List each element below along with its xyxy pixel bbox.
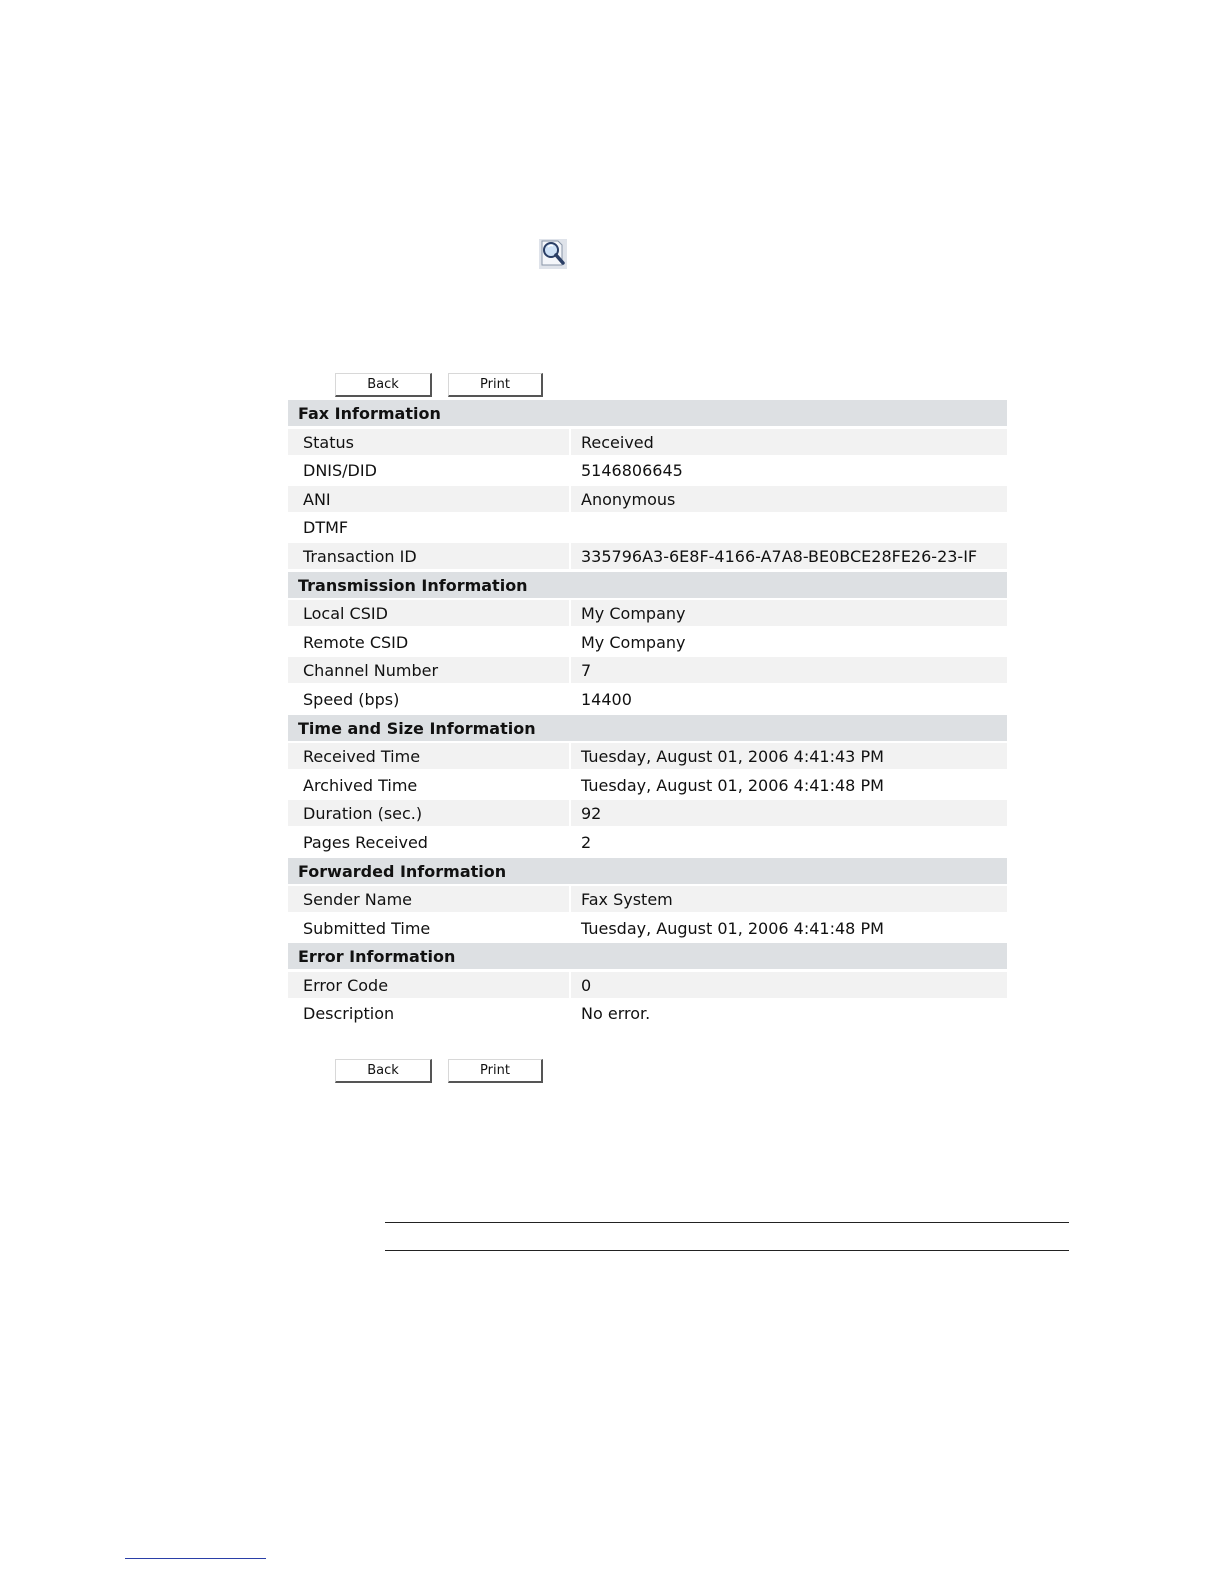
row-label: Pages Received [303, 832, 428, 852]
row-value: 5146806645 [581, 461, 683, 481]
section-header-fax-information: Fax Information [288, 400, 1007, 426]
table-row [288, 543, 1007, 569]
section-header-forwarded-information: Forwarded Information [288, 858, 1007, 884]
row-label: Duration (sec.) [288, 800, 569, 826]
row-label: Status [288, 429, 569, 455]
table-row [288, 657, 1007, 683]
row-value: Received [571, 429, 1007, 455]
row-label: Error Code [288, 972, 569, 998]
row-value: 2 [581, 832, 592, 852]
row-value: My Company [571, 600, 1007, 626]
fax-details-table [288, 400, 1007, 1029]
print-button[interactable]: Print [448, 373, 543, 397]
table-row [288, 800, 1007, 826]
table-row [288, 886, 1007, 912]
row-label: Submitted Time [303, 918, 431, 938]
row-label: Remote CSID [303, 632, 409, 652]
table-row [288, 1000, 1007, 1026]
table-row [288, 772, 1007, 798]
row-value: Tuesday, August 01, 2006 4:41:43 PM [571, 743, 1007, 769]
row-value: No error. [581, 1004, 651, 1024]
print-button[interactable]: Print [448, 1059, 543, 1083]
back-button[interactable]: Back [335, 373, 432, 397]
row-value: 92 [571, 800, 1007, 826]
table-row [288, 829, 1007, 855]
row-label: Received Time [288, 743, 569, 769]
row-value: 0 [571, 972, 1007, 998]
row-label: Description [303, 1004, 395, 1024]
row-label: Sender Name [288, 886, 569, 912]
row-value: 335796A3-6E8F-4166-A7A8-BE0BCE28FE26-23-IF [571, 543, 1007, 569]
table-row [288, 457, 1007, 483]
table-row [288, 514, 1007, 540]
section-header-error-information: Error Information [288, 943, 1007, 969]
row-value: Tuesday, August 01, 2006 4:41:48 PM [581, 775, 884, 795]
divider-rule [385, 1250, 1069, 1251]
row-label: Archived Time [303, 775, 418, 795]
row-label: Speed (bps) [303, 689, 400, 709]
table-row [288, 743, 1007, 769]
table-row [288, 915, 1007, 941]
magnifier-view-icon[interactable] [538, 238, 568, 270]
row-value: 7 [571, 657, 1007, 683]
row-label: DTMF [303, 518, 349, 538]
section-header-time-and-size-information: Time and Size Information [288, 715, 1007, 741]
row-label: ANI [288, 486, 569, 512]
section-header-transmission-information: Transmission Information [288, 572, 1007, 598]
table-row [288, 686, 1007, 712]
row-label: Local CSID [288, 600, 569, 626]
divider-rule [385, 1222, 1069, 1223]
table-row [288, 486, 1007, 512]
table-row [288, 600, 1007, 626]
table-row [288, 629, 1007, 655]
row-label: Channel Number [288, 657, 569, 683]
row-value: 14400 [581, 689, 632, 709]
row-value: Fax System [571, 886, 1007, 912]
row-value: Anonymous [571, 486, 1007, 512]
table-row [288, 429, 1007, 455]
row-value: Tuesday, August 01, 2006 4:41:48 PM [581, 918, 884, 938]
row-value [571, 514, 1007, 540]
table-row [288, 972, 1007, 998]
back-button[interactable]: Back [335, 1059, 432, 1083]
footnote-rule [125, 1558, 266, 1559]
row-value: My Company [581, 632, 686, 652]
row-label: Transaction ID [288, 543, 569, 569]
row-label: DNIS/DID [303, 461, 377, 481]
